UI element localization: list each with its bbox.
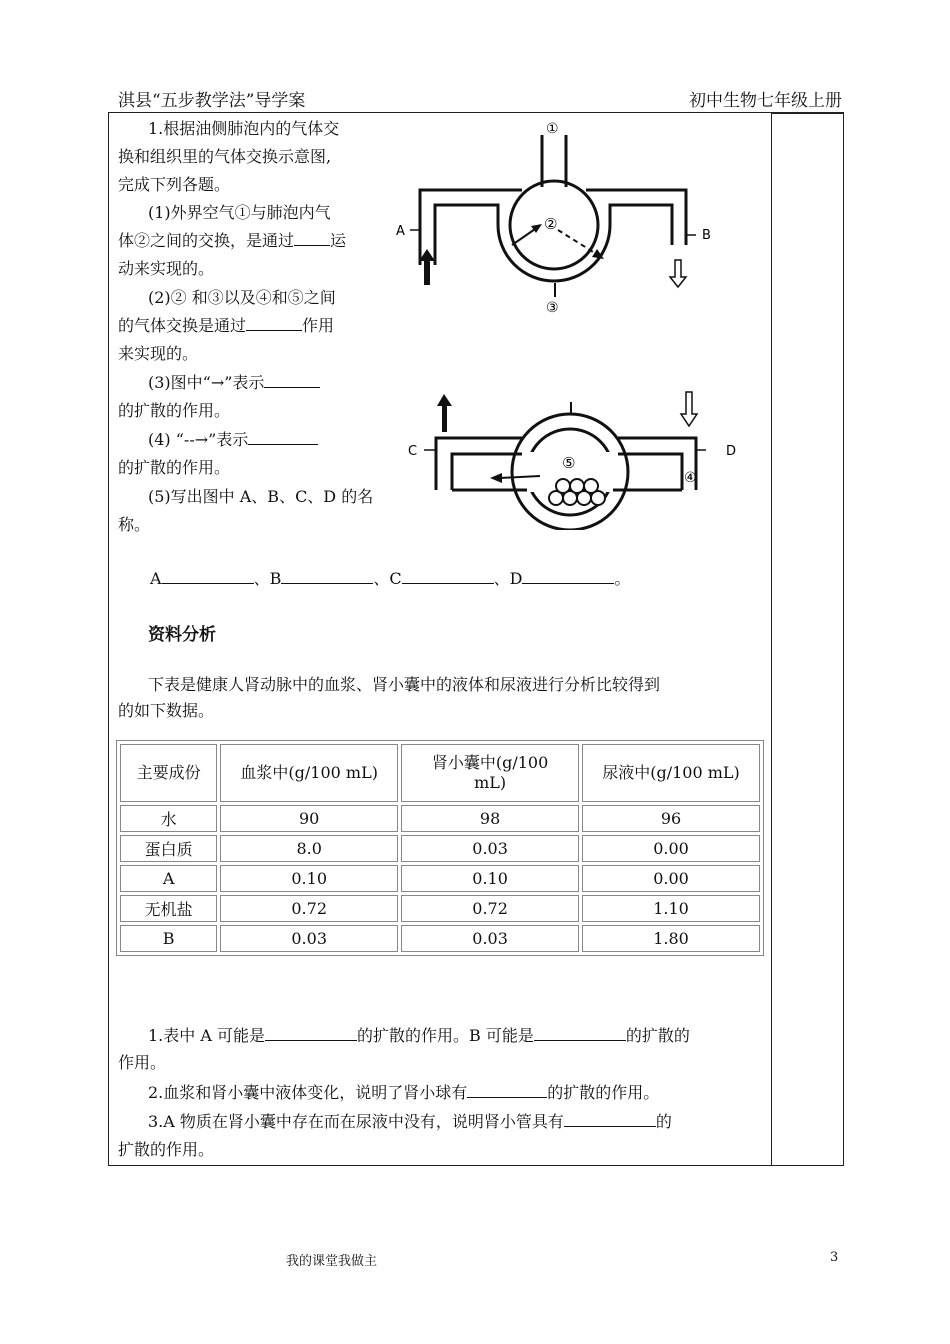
q2-2-text-a: 2.血浆和肾小囊中液体变化，说明了肾小球有 bbox=[148, 1083, 468, 1102]
q2-text-after: 作用 bbox=[302, 316, 335, 335]
q5-line-b: 称。 bbox=[118, 515, 151, 534]
q2-1-line-a bbox=[148, 1022, 690, 1050]
q4-text: (4) “--→”表示 bbox=[148, 430, 249, 449]
table-cell: 0.00 bbox=[582, 835, 760, 862]
table-cell: 0.00 bbox=[582, 865, 760, 892]
header-subject: 初中生物七年级上册 bbox=[689, 91, 842, 111]
q2-1-blank-a[interactable] bbox=[265, 1022, 357, 1041]
diagram1-label-1: ① bbox=[546, 121, 559, 137]
page-number: 3 bbox=[830, 1250, 839, 1265]
table-cell: 0.03 bbox=[220, 925, 398, 952]
side-column-divider bbox=[771, 113, 772, 1166]
table-cell: 0.72 bbox=[401, 895, 579, 922]
q2-answer-blank[interactable] bbox=[246, 312, 302, 331]
q1-line-c: 动来实现的。 bbox=[118, 259, 215, 278]
q1-text-before: 体②之间的交换，是通过 bbox=[118, 231, 295, 250]
q2-1-text-c: 的扩散的 bbox=[625, 1026, 690, 1045]
table-row bbox=[120, 895, 760, 922]
q2-text-before: 的气体交换是通过 bbox=[118, 316, 247, 335]
q3-answer-blank[interactable] bbox=[264, 369, 320, 388]
intro-line-2: 换和组织里的气体交换示意图, bbox=[118, 147, 332, 166]
table-cell: A bbox=[120, 865, 217, 892]
table-cell: 0.03 bbox=[401, 835, 579, 862]
section-desc-line-2: 的如下数据。 bbox=[118, 701, 215, 720]
table-cell: 8.0 bbox=[220, 835, 398, 862]
q2-1-text-a: 1.表中 A 可能是 bbox=[148, 1026, 265, 1045]
q5-line-a: (5)写出图中 A、B、C、D 的名 bbox=[148, 487, 374, 506]
name-a-label: A bbox=[150, 569, 162, 588]
table-cell: B bbox=[120, 925, 217, 952]
table-cell: 水 bbox=[120, 805, 217, 832]
q2-1-text-b: 的扩散的作用。B 可能是 bbox=[357, 1026, 534, 1045]
table-cell: 0.03 bbox=[401, 925, 579, 952]
q2-3-line-b: 扩散的作用。 bbox=[118, 1140, 215, 1159]
table-cell: 蛋白质 bbox=[120, 835, 217, 862]
q4-answer-blank[interactable] bbox=[248, 426, 318, 445]
table-cell: 无机盐 bbox=[120, 895, 217, 922]
alveolus-gas-exchange-diagram bbox=[390, 115, 730, 320]
analysis-table bbox=[116, 740, 764, 956]
name-d-blank[interactable] bbox=[522, 565, 614, 584]
diagram2-inflow-arrow bbox=[681, 392, 697, 426]
diagram1-label-2: ② bbox=[544, 215, 558, 233]
table-header-row bbox=[120, 744, 760, 802]
diagram2-label-c: C bbox=[408, 444, 418, 459]
table-cell: 98 bbox=[401, 805, 579, 832]
name-a-blank[interactable] bbox=[162, 565, 254, 584]
diagram2-cell-cluster bbox=[549, 479, 605, 505]
header-capsule-line-1: 肾小囊中(g/100 bbox=[431, 753, 549, 772]
q1-answer-blank[interactable] bbox=[294, 227, 330, 246]
table-row bbox=[120, 835, 760, 862]
table-row bbox=[120, 925, 760, 952]
q1-line-b bbox=[118, 227, 346, 255]
table-cell: 0.10 bbox=[401, 865, 579, 892]
table-cell: 0.72 bbox=[220, 895, 398, 922]
table-cell: 90 bbox=[220, 805, 398, 832]
tissue-gas-exchange-diagram bbox=[400, 390, 745, 530]
header-urine: 尿液中(g/100 mL) bbox=[582, 744, 760, 802]
names-line bbox=[150, 565, 630, 593]
table-cell: 0.10 bbox=[220, 865, 398, 892]
q2-1-line-b: 作用。 bbox=[118, 1053, 167, 1072]
name-d-label: 、D bbox=[493, 569, 523, 588]
diagram1-label-a: A bbox=[396, 224, 405, 239]
intro-line-3: 完成下列各题。 bbox=[118, 175, 231, 194]
name-c-label: 、C bbox=[373, 569, 402, 588]
diagram1-solid-arrow bbox=[512, 224, 542, 245]
q2-line-a: (2)② 和③以及④和⑤之间 bbox=[148, 288, 336, 307]
q1-text-after: 运 bbox=[330, 231, 347, 250]
q3-text: (3)图中“→”表示 bbox=[148, 373, 265, 392]
header-title: 淇县“五步教学法”导学案 bbox=[118, 91, 306, 111]
q2-1-blank-b[interactable] bbox=[534, 1022, 626, 1041]
header-capsule-line-2: mL) bbox=[474, 773, 507, 792]
q4-line-a bbox=[148, 426, 318, 454]
side-column-top-rule bbox=[771, 113, 844, 114]
q4-line-b: 的扩散的作用。 bbox=[118, 458, 231, 477]
diagram2-label-d: D bbox=[726, 444, 737, 459]
q2-3-text-a: 3.A 物质在肾小囊中存在而在尿液中没有，说明肾小管具有 bbox=[148, 1112, 564, 1131]
header-capsule bbox=[401, 744, 579, 802]
q2-line-b bbox=[118, 312, 334, 340]
header-component: 主要成份 bbox=[120, 744, 217, 802]
section-title: 资料分析 bbox=[148, 625, 216, 645]
q2-2-blank[interactable] bbox=[467, 1079, 547, 1098]
q2-3-blank[interactable] bbox=[564, 1108, 656, 1127]
q1-line-a: (1)外界空气①与肺泡内气 bbox=[148, 203, 331, 222]
q2-3-text-b: 的 bbox=[655, 1112, 672, 1131]
name-b-blank[interactable] bbox=[281, 565, 373, 584]
diagram2-outflow-arrow bbox=[437, 394, 452, 432]
name-b-label: 、B bbox=[253, 569, 282, 588]
diagram2-label-4: ④ bbox=[684, 470, 697, 486]
name-c-blank[interactable] bbox=[402, 565, 494, 584]
diagram1-outflow-arrow bbox=[670, 260, 686, 287]
q2-2-text-b: 的扩散的作用。 bbox=[547, 1083, 660, 1102]
table-row bbox=[120, 865, 760, 892]
section-desc-line-1: 下表是健康人肾动脉中的血浆、肾小囊中的液体和尿液进行分析比较得到 bbox=[148, 675, 661, 694]
q2-line-c: 来实现的。 bbox=[118, 344, 199, 363]
table-cell: 1.10 bbox=[582, 895, 760, 922]
table-row bbox=[120, 805, 760, 832]
diagram1-label-3: ③ bbox=[546, 300, 559, 316]
q3-line-a bbox=[148, 369, 320, 397]
footer-slogan: 我的课堂我做主 bbox=[286, 1254, 378, 1269]
diagram2-label-5: ⑤ bbox=[562, 454, 576, 472]
table-cell: 1.80 bbox=[582, 925, 760, 952]
q3-line-b: 的扩散的作用。 bbox=[118, 401, 231, 420]
diagram1-label-b: B bbox=[702, 228, 711, 243]
names-end: 。 bbox=[614, 569, 631, 588]
intro-line-1: 1.根据油侧肺泡内的气体交 bbox=[148, 119, 340, 138]
header-plasma: 血浆中(g/100 mL) bbox=[220, 744, 398, 802]
table-cell: 96 bbox=[582, 805, 760, 832]
q2-2-line bbox=[148, 1079, 659, 1107]
q2-3-line-a bbox=[148, 1108, 672, 1136]
